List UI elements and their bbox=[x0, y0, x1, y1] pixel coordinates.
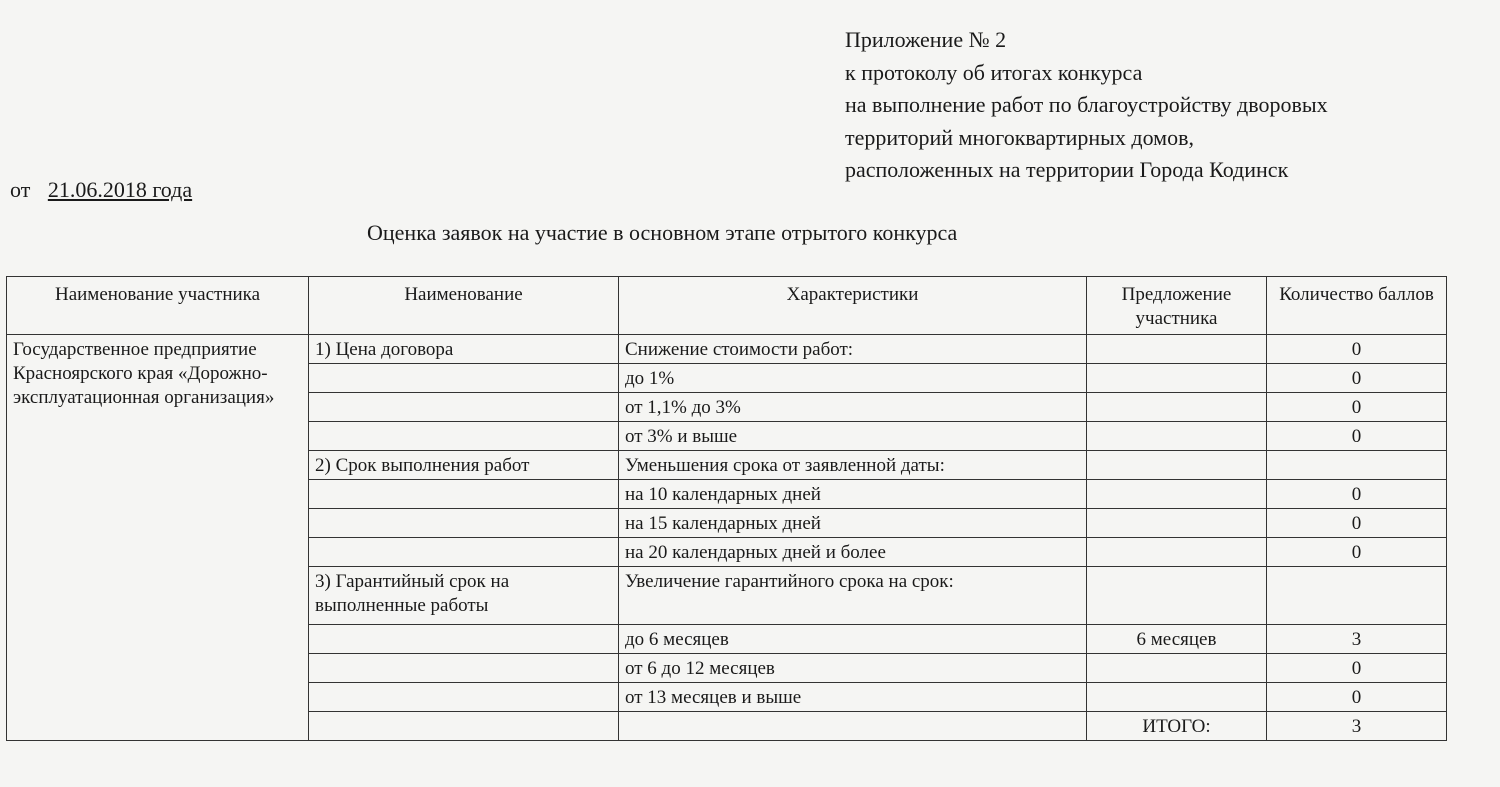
score-value bbox=[1267, 451, 1447, 480]
criterion-name: 1) Цена договора bbox=[309, 335, 619, 364]
score-value: 3 bbox=[1267, 625, 1447, 654]
score-value bbox=[1267, 567, 1447, 625]
criterion-name: 3) Гарантийный срок на выполненные работы bbox=[309, 567, 619, 625]
criterion-name bbox=[309, 364, 619, 393]
header-characteristics: Характеристики bbox=[619, 277, 1087, 335]
header-line: Приложение № 2 bbox=[845, 27, 1007, 52]
table-header-row bbox=[7, 277, 1447, 335]
header-line: на выполнение работ по благоустройству дворовых bbox=[845, 92, 1328, 117]
criterion-characteristic: до 6 месяцев bbox=[619, 625, 1087, 654]
document-title: Оценка заявок на участие в основном этапе отрытого конкурса bbox=[367, 220, 958, 245]
participant-offer bbox=[1087, 538, 1267, 567]
participant-offer bbox=[1087, 364, 1267, 393]
criterion-characteristic: от 13 месяцев и выше bbox=[619, 683, 1087, 712]
header-participant: Наименование участника bbox=[7, 277, 309, 335]
header-offer: Предложение участника bbox=[1087, 277, 1267, 335]
participant-name: Государственное предприятие Красноярского края «Дорожно-эксплуатационная организация» bbox=[7, 335, 309, 741]
criterion-name bbox=[309, 538, 619, 567]
date-prefix: от bbox=[10, 177, 31, 202]
participant-offer bbox=[1087, 480, 1267, 509]
criterion-name bbox=[309, 393, 619, 422]
total-score: 3 bbox=[1267, 712, 1447, 741]
score-value: 0 bbox=[1267, 422, 1447, 451]
participant-offer bbox=[1087, 683, 1267, 712]
criterion-characteristic: на 20 календарных дней и более bbox=[619, 538, 1087, 567]
score-value: 0 bbox=[1267, 393, 1447, 422]
appendix-header bbox=[845, 24, 1328, 187]
criterion-characteristic: от 6 до 12 месяцев bbox=[619, 654, 1087, 683]
participant-offer bbox=[1087, 422, 1267, 451]
participant-offer bbox=[1087, 509, 1267, 538]
criterion-name bbox=[309, 712, 619, 741]
criterion-name bbox=[309, 625, 619, 654]
protocol-date bbox=[10, 177, 192, 203]
criterion-name bbox=[309, 422, 619, 451]
score-value: 0 bbox=[1267, 509, 1447, 538]
criterion-characteristic: от 1,1% до 3% bbox=[619, 393, 1087, 422]
participant-offer bbox=[1087, 335, 1267, 364]
criterion-characteristic: на 10 календарных дней bbox=[619, 480, 1087, 509]
table-row bbox=[7, 335, 1447, 364]
participant-offer bbox=[1087, 567, 1267, 625]
criterion-name bbox=[309, 509, 619, 538]
criterion-characteristic bbox=[619, 712, 1087, 741]
criterion-characteristic: от 3% и выше bbox=[619, 422, 1087, 451]
header-name: Наименование bbox=[309, 277, 619, 335]
criterion-characteristic: на 15 календарных дней bbox=[619, 509, 1087, 538]
header-score: Количество баллов bbox=[1267, 277, 1447, 335]
criterion-characteristic: до 1% bbox=[619, 364, 1087, 393]
criterion-characteristic: Снижение стоимости работ: bbox=[619, 335, 1087, 364]
score-value: 0 bbox=[1267, 364, 1447, 393]
header-line: территорий многоквартирных домов, bbox=[845, 124, 1194, 150]
header-line: расположенных на территории Города Кодинск bbox=[845, 157, 1289, 182]
score-value: 0 bbox=[1267, 538, 1447, 567]
criterion-characteristic: Уменьшения срока от заявленной даты: bbox=[619, 451, 1087, 480]
score-value: 0 bbox=[1267, 480, 1447, 509]
header-line: к протоколу об итогах конкурса bbox=[845, 59, 1143, 85]
participant-offer bbox=[1087, 451, 1267, 480]
criterion-name bbox=[309, 654, 619, 683]
score-value: 0 bbox=[1267, 654, 1447, 683]
date-value: 21.06.2018 года bbox=[47, 177, 193, 202]
evaluation-table bbox=[6, 276, 1447, 741]
participant-offer bbox=[1087, 654, 1267, 683]
criterion-name: 2) Срок выполнения работ bbox=[309, 451, 619, 480]
participant-offer: 6 месяцев bbox=[1087, 625, 1267, 654]
criterion-characteristic: Увеличение гарантийного срока на срок: bbox=[619, 567, 1087, 625]
total-label: ИТОГО: bbox=[1087, 712, 1267, 741]
participant-offer bbox=[1087, 393, 1267, 422]
criterion-name bbox=[309, 480, 619, 509]
score-value: 0 bbox=[1267, 335, 1447, 364]
score-value: 0 bbox=[1267, 683, 1447, 712]
criterion-name bbox=[309, 683, 619, 712]
